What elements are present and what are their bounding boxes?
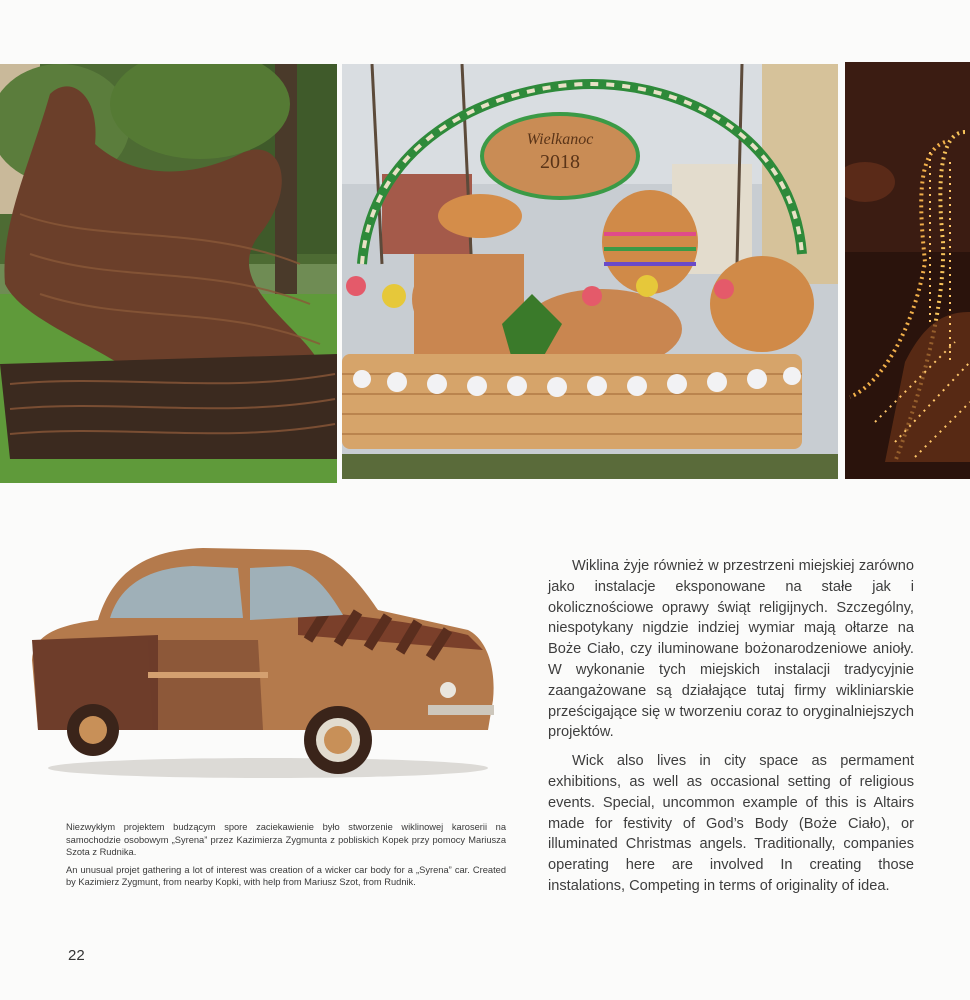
photo-caption [66,821,506,894]
article-body [548,556,914,905]
caption-polish: Niezwykłym projektem budzącym spore zaciekawienie było stworzenie wiklinowej karoserii na samochodzie osobowym „Syrena” przez Kazimierza Zygmunta z pobliskich Kopek przy pomocy Mariusza Szota z Rudnika. [66,822,506,857]
caption-english: An unusual projet gathering a lot of interest was creation of a wicker car body for a „Syrena” car. Created by Kazimierz Zygmunt, from nearby Kopki, with help from Mariusz Szot, from Rudnik. [66,864,506,887]
wicker-sculpture-photo [0,64,337,483]
illuminated-angel-photo [845,62,970,479]
easter-installation-photo [342,64,838,479]
body-polish: Wiklina żyje również w przestrzeni miejskiej zarówno jako instalacje eksponowane na stałe jak i okolicznościowe oprawy świąt religijnych. Szczególny, niespotykany nigdzie indziej wymiar mają ołtarze na Boże Ciało, czy iluminowane bożonarodzeniowe anioły. W wykonanie tych miejskich instalacji tradycyjnie zaangażowane są działające tutaj firmy wikliniarskie prześcigające się w tworzeniu coraz to oryginalniejszych projektów. [548,558,914,741]
easter-sign-line2: 2018 [540,151,580,173]
easter-sign-line1: Wielkanoc [526,131,594,148]
body-english: Wick also lives in city space as permament exhibitions, as well as occasional setting of religious events. Special, uncommon example of this is Altairs made for festivity of God’s Body (Boże Ciało), or illuminated Christmas angels. Traditionally, companies operating here are involved In creating those instalations, Competing in terms of originality of idea. [548,753,914,894]
page-number: 22 [68,947,85,964]
wicker-car-photo [28,540,498,785]
